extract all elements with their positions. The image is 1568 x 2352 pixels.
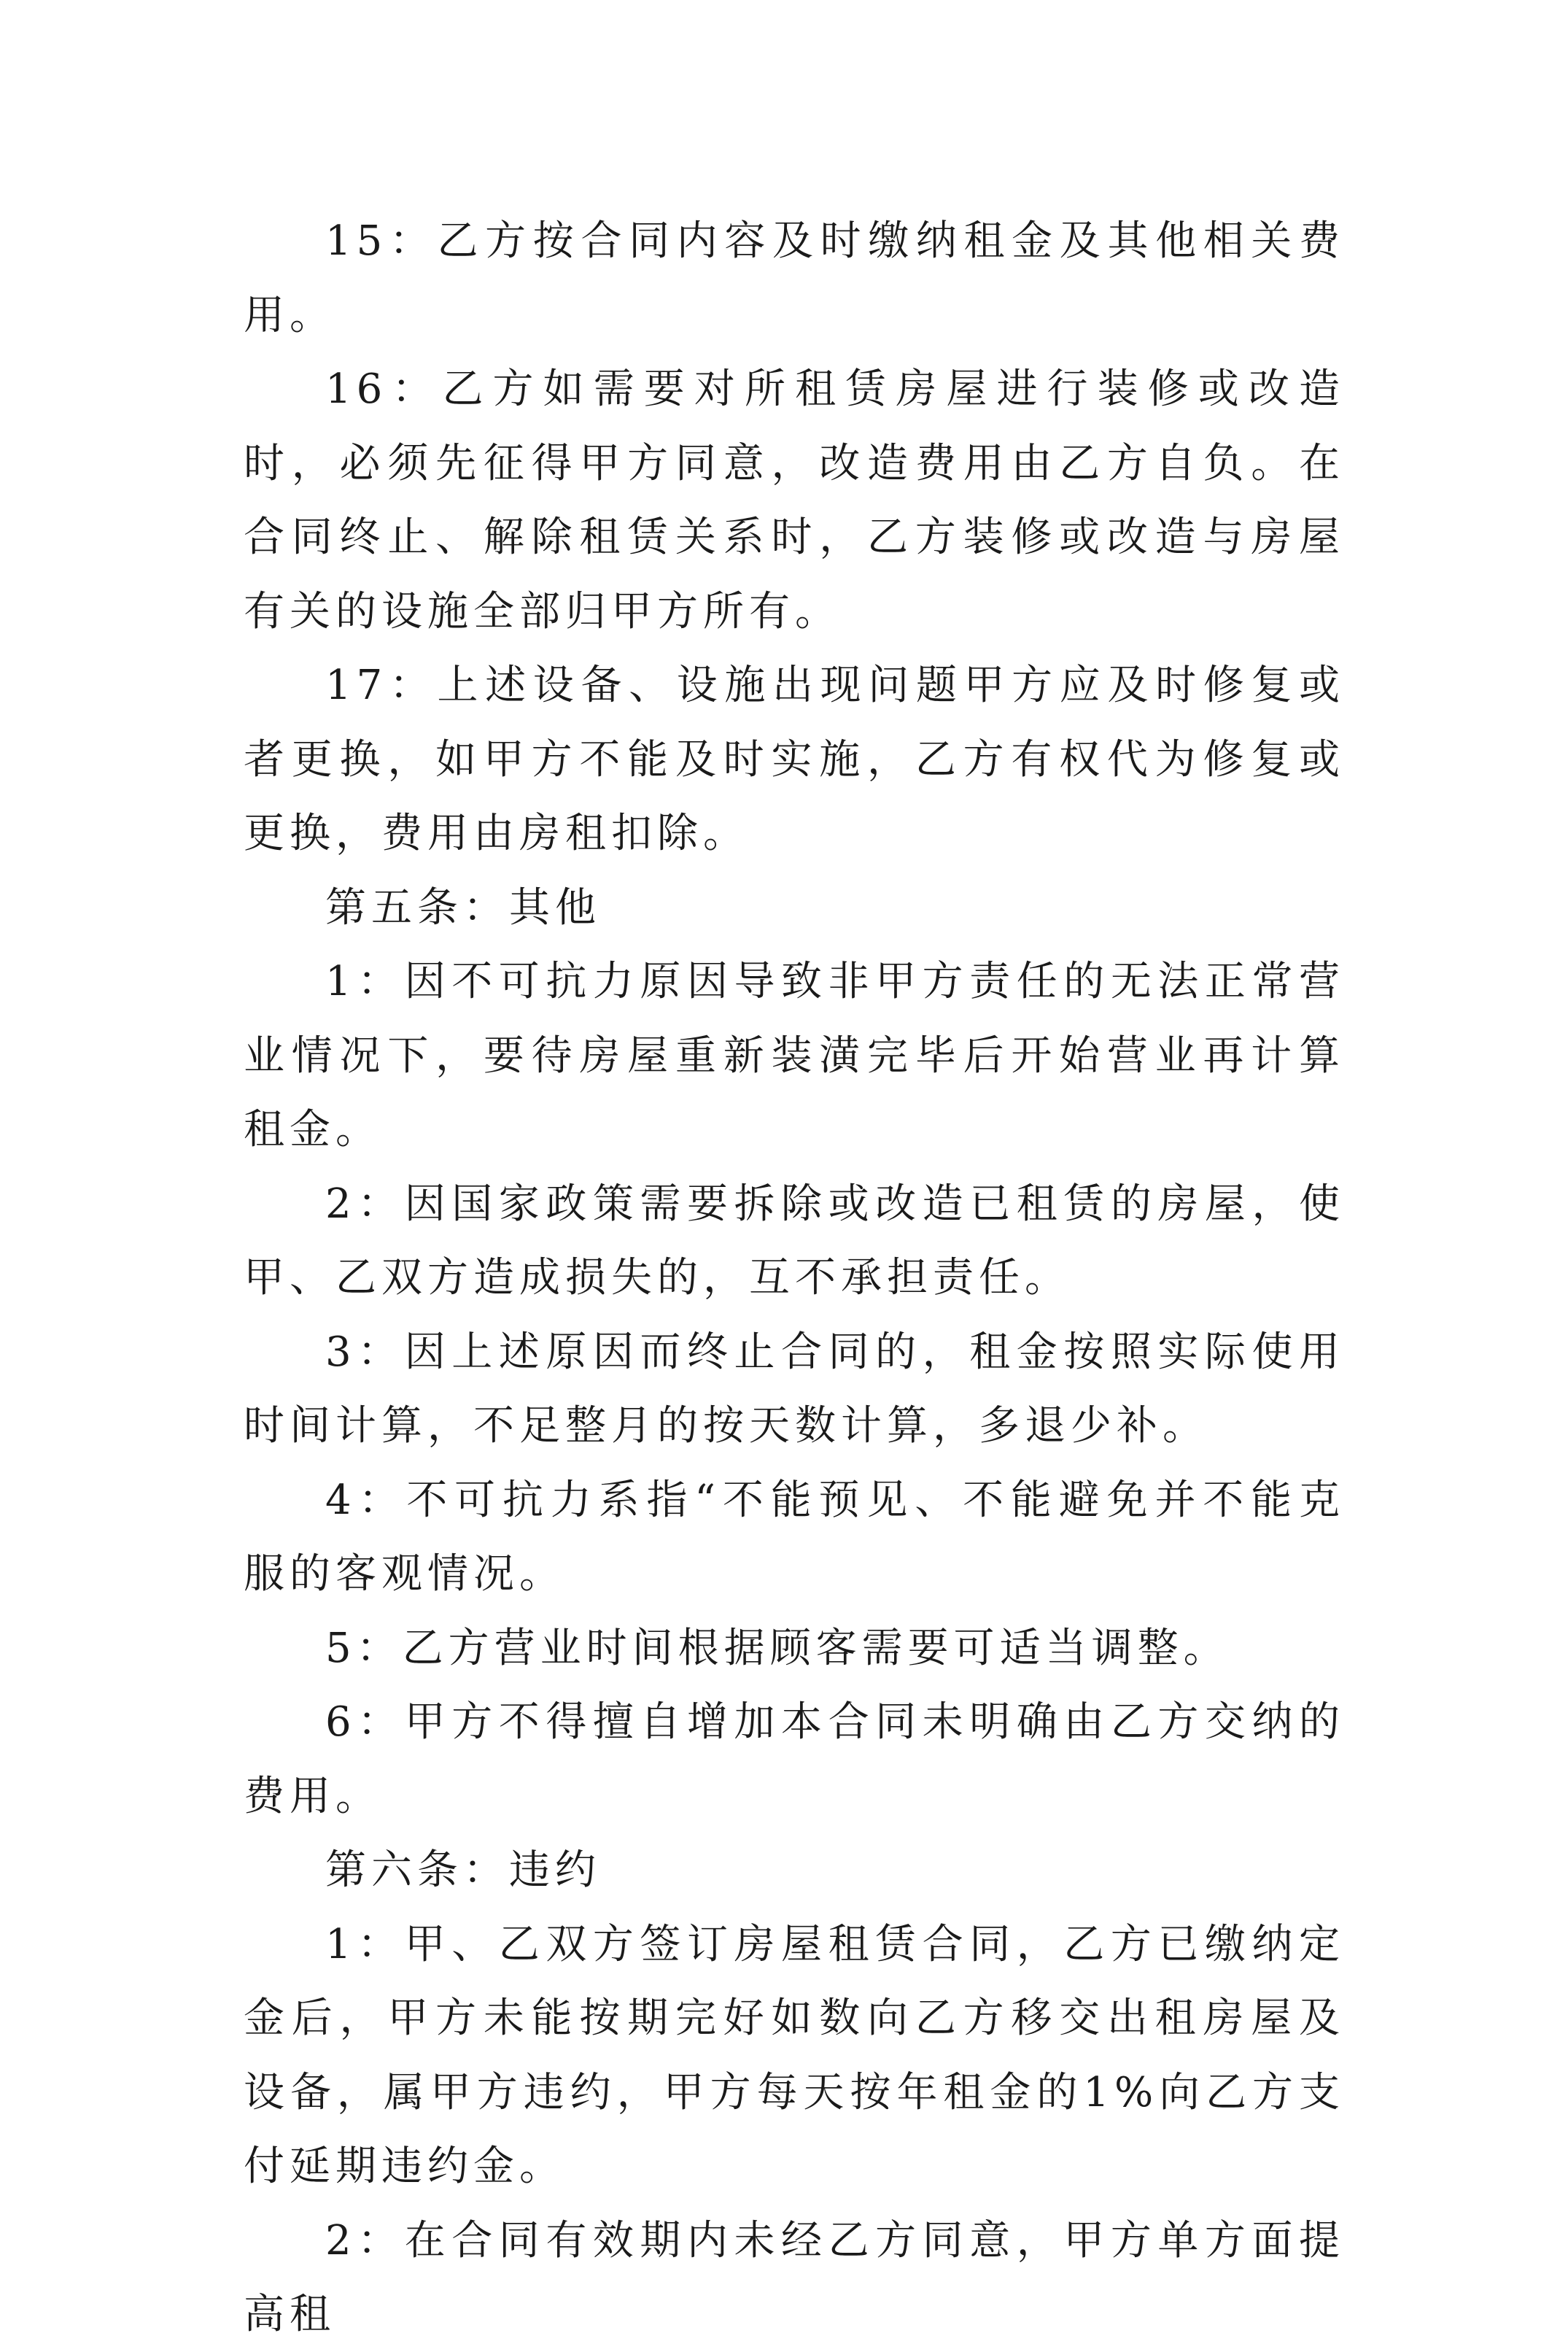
article-5-clause-6: 6：甲方不得擅自增加本合同未明确由乙方交纳的费用。: [244, 1698, 1345, 1820]
clause-16: 16：乙方如需要对所租赁房屋进行装修或改造时，必须先征得甲方同意，改造费用由乙方自负。在合同终止、解除租赁关系时，乙方装修或改造与房屋有关的设施全部归甲方所有。: [244, 365, 1345, 635]
clause-17: 17：上述设备、设施出现问题甲方应及时修复或者更换，如甲方不能及时实施，乙方有权代为修复或更换，费用由房租扣除。: [244, 662, 1345, 857]
article-5-clause-2: 2：因国家政策需要拆除或改造已租赁的房屋，使甲、乙双方造成损失的，互不承担责任。: [244, 1180, 1345, 1301]
article-5-clause-5: 5：乙方营业时间根据顾客需要可适当调整。: [325, 1624, 1230, 1672]
article-5-clause-4: 4：不可抗力系指“不能预见、不能避免并不能克服的客观情况。: [244, 1476, 1345, 1598]
section-heading-article-6: 第六条：违约: [325, 1846, 601, 1894]
section-heading-article-5: 第五条：其他: [325, 883, 601, 932]
article-6-clause-2: 2：在合同有效期内未经乙方同意，甲方单方面提高租: [244, 2216, 1345, 2338]
article-6-clause-1: 1：甲、乙双方签订房屋租赁合同，乙方已缴纳定金后，甲方未能按期完好如数向乙方移交出租房屋及设备，属甲方违约，甲方每天按年租金的1%向乙方支付延期违约金。: [244, 1920, 1345, 2190]
contract-text-body: [244, 204, 1345, 2352]
clause-15: 15：乙方按合同内容及时缴纳租金及其他相关费用。: [244, 217, 1345, 339]
article-5-clause-3: 3：因上述原因而终止合同的，租金按照实际使用时间计算，不足整月的按天数计算，多退少补。: [244, 1328, 1345, 1450]
article-5-clause-1: 1：因不可抗力原因导致非甲方责任的无法正常营业情况下，要待房屋重新装潢完毕后开始营业再计算租金。: [244, 958, 1345, 1153]
